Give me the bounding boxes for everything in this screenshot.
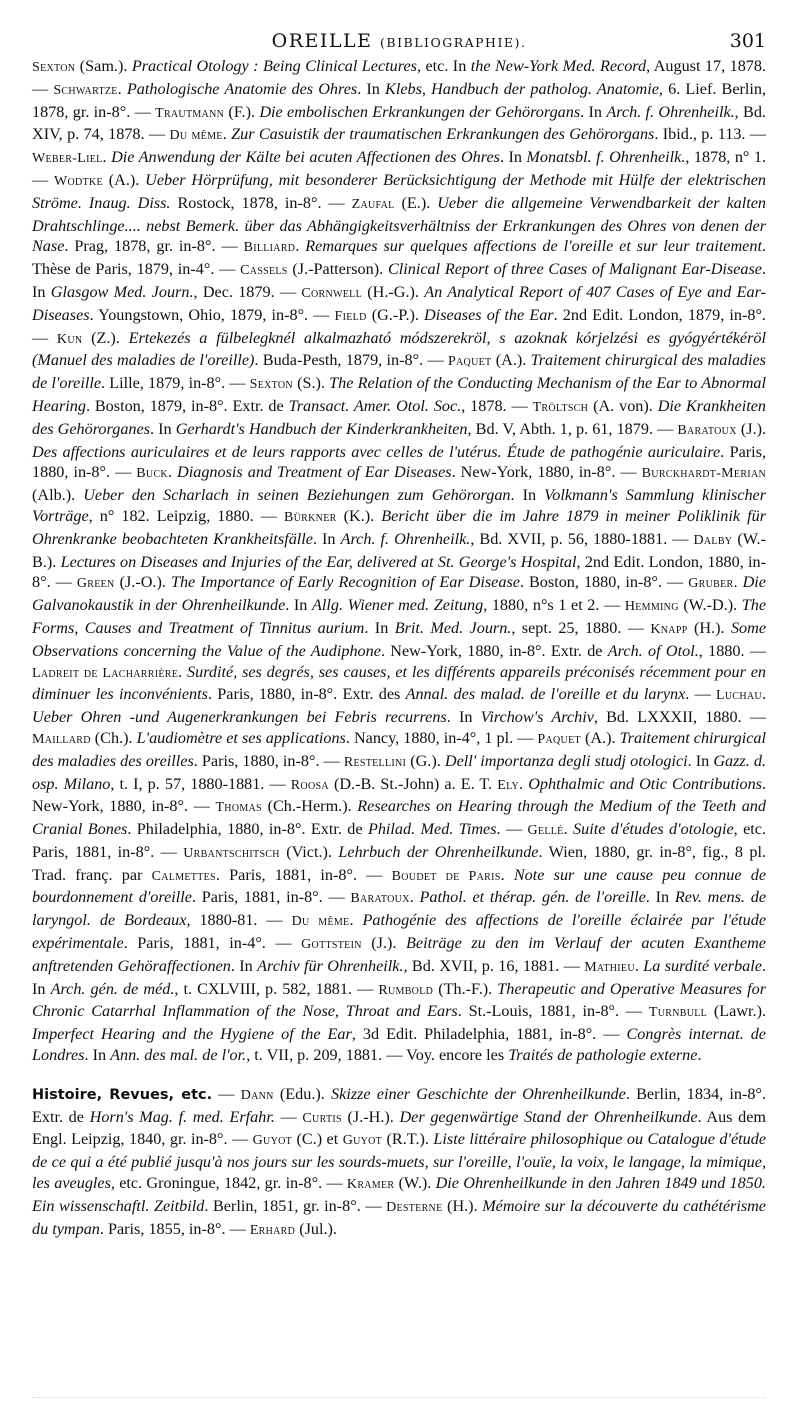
citation-text: . 2nd Edit. London, 1879, in-8°. — [32, 305, 766, 347]
citation-title: Die Galvanokaustik in der Ohrenheilkunde [32, 573, 766, 615]
citation-title: Pathologische Anatomie des Ohres [126, 79, 358, 98]
citation-text: . In [499, 148, 527, 167]
citation-text: (W.-D.). [678, 596, 742, 615]
citation-text: (Vict.). [279, 842, 339, 861]
author-name: Trautmann [155, 105, 225, 121]
citation-title: Die Ohrenheilkunde in den Jahren 1849 und 1850. Ein wissenschaftl. Zeitbild [32, 1174, 766, 1215]
citation-text: , Bd. XIV, p. 74, 1878. — [32, 102, 766, 144]
author-name: Burckhardt-Merian [641, 466, 766, 482]
citation-text: . In [364, 618, 395, 637]
citation-title: Surdité, ses degrés, ses causes, et les différents appareils préconisés récemment pour en diminuer les inconvénients [32, 662, 766, 704]
citation-title: Bericht über die im Jahre 1879 in meiner Poliklinik für Ohrenkranke beobachteten Krankheitsfälle [32, 506, 766, 548]
author-name: Baratoux [677, 422, 737, 438]
citation-text: . [500, 865, 514, 884]
author-name: Guyot [342, 1133, 383, 1149]
citation-text: . Aus dem Engl. Leipzig, 1840, gr. in-8°. — [32, 1107, 766, 1149]
citation-title: Die embolischen Erkrankungen der Gehörorgans [259, 102, 581, 121]
author-name: Hemming [624, 599, 679, 615]
page-title-subtitle: (BIBLIOGRAPHIE). [380, 35, 527, 50]
citation-text: . [733, 573, 743, 592]
author-name: Erhard [249, 1222, 296, 1238]
author-name: Thomas [215, 800, 262, 816]
citation-text: (H.). [687, 618, 731, 637]
citation-text: (Th.-F.). [433, 979, 498, 998]
citation-text: . In [32, 956, 767, 998]
citation-text: , 6. Lief. Berlin, 1878, gr. in-8°. — [32, 79, 767, 121]
citation-title: Transact. Amer. Otol. Soc. [288, 396, 462, 415]
citation-text: . In [580, 102, 607, 121]
citation-text: (Ch.-Herm.). [261, 797, 358, 816]
author-name: Knapp [650, 621, 688, 637]
author-name: Green [76, 576, 115, 592]
citation-text: (Jul.). [295, 1219, 337, 1238]
page-number: 301 [729, 30, 766, 52]
citation-text: . Paris, 1881, in-4°. — [123, 934, 302, 953]
page-title [32, 30, 766, 52]
citation-text: (Z.). [82, 328, 129, 347]
citation-text: . In [150, 419, 176, 438]
author-name: Zaufal [351, 196, 395, 212]
citation-title: Remarques sur quelques affections de l'oreille et sur leur traitement [305, 237, 762, 256]
citation-text: . [178, 662, 188, 681]
author-name: Sexton [32, 60, 76, 75]
author-name: Mathieu [584, 959, 635, 975]
citation-text: (F.). [224, 102, 260, 121]
citation-text: — [274, 1107, 303, 1126]
author-name: Kramer [346, 1177, 395, 1193]
citation-title: Glasgow Med. Journ. [50, 282, 194, 301]
author-name: Ely [497, 777, 520, 793]
citation-title: Des affections auriculaires et de leurs rapports avec celles de l'utérus. Étude de pathogénie auriculaire [32, 442, 721, 461]
author-name: Roosa [290, 777, 329, 793]
running-header [32, 22, 766, 56]
citation-text: (J.). [361, 934, 407, 953]
citation-text: (A.). [580, 728, 620, 747]
section-heading: Histoire, Revues, etc. [32, 1086, 213, 1103]
citation-title: Zur Casuistik der traumatischen Erkrankungen des Gehörorgans [231, 125, 655, 144]
author-name: Sexton [249, 377, 293, 393]
citation-title: The Forms, Causes and Treatment of Tinnitus aurium [32, 596, 767, 637]
citation-text: . Thèse de Paris, 1879, in-4°. — [32, 237, 767, 279]
citation-title: Arch. of Otol. [607, 641, 699, 660]
citation-text: . Paris, 1880, in-8°. Extr. des [207, 685, 406, 704]
citation-title: Lectures on Diseases and Injuries of the Ear, delivered at St. George's Hospital [60, 552, 577, 571]
citation-title: Skizze einer Geschichte der Ohrenheilkunde [331, 1084, 626, 1103]
citation-text: (J.). [736, 419, 767, 438]
citation-title: Traités de pathologie externe [508, 1046, 698, 1065]
author-name: Gottstein [301, 937, 362, 953]
citation-text: — [212, 1084, 241, 1103]
citation-title: Arch. f. Ohrenheilk. [340, 529, 471, 548]
author-name: Cornwell [301, 285, 362, 301]
citation-text: . Paris, 1881, in-8°. — [191, 888, 351, 907]
author-name: Billiard [243, 240, 296, 256]
citation-title: Diagnosis and Treatment of Ear Diseases [177, 463, 452, 482]
citation-text: . [697, 1046, 702, 1065]
citation-title: Note sur une cause peu connue de bourdonnement d'oreille [32, 865, 767, 907]
author-name: Weber-Liel [32, 151, 103, 167]
author-name: Ladreit de Lacharrière [32, 665, 179, 681]
citation-text: . In [687, 751, 714, 770]
citation-text: (Edu.). [273, 1084, 332, 1103]
citation-title: Archiv für Ohrenheilk. [257, 956, 404, 975]
citation-title: Ueber den Scharlach in seinen Beziehungen zum Gehörorgan [83, 486, 511, 505]
citation-text: , Bd. LXXXII, 1880. — [593, 708, 767, 727]
citation-text: . In [32, 260, 767, 301]
author-name: Luchau [716, 688, 762, 704]
citation-title: Rev. mens. de laryngol. de Bordeaux [32, 888, 767, 930]
citation-title: Monatsbl. f. Ohrenheilk. [526, 148, 686, 167]
citation-text: (J.-Patterson). [287, 260, 388, 279]
citation-title: The Importance of Early Recognition of Ear Disease [170, 573, 520, 592]
citation-title: Klebs, Handbuch der patholog. Anatomie [385, 79, 659, 98]
citation-text: . In [645, 888, 675, 907]
citation-title: Liste littéraire philosophique ou Catalogue d'étude de ce qui a été publié jusqu'à nos jours sur les sourds-muets, sur l'oreille, l'ouïe, la voix, le langage, la mimique, les aveugles [32, 1130, 767, 1193]
citation-text: . [117, 79, 127, 98]
author-name: Gruber [688, 576, 734, 592]
citation-text: (R.T.). [382, 1130, 434, 1149]
citation-title: L'audiomètre et ses applications [136, 728, 346, 747]
author-name: Gellé [527, 823, 564, 839]
citation-title: Researches on Hearing through the Medium of the Teeth and Cranial Bones [32, 797, 766, 839]
author-name: Kun [56, 331, 83, 347]
citation-text: . [761, 685, 767, 704]
citation-text: . Paris, 1855, in-8°. — [99, 1219, 250, 1238]
author-name: Dalby [693, 532, 733, 548]
citation-title: Congrès internat. de Londres [32, 1025, 766, 1065]
bibliography-paragraph-main [32, 56, 766, 1066]
citation-title: Therapeutic and Operative Measures for Chronic Catarrhal Inflammation of the Nose, Throat and Ears [32, 979, 767, 1021]
author-name: Curtis [302, 1110, 342, 1126]
citation-title: Ueber Ohren -und Augenerkrankungen bei Febris recurrens [32, 708, 447, 727]
citation-text: . Wien, 1880, gr. in-8°, fig., 8 pl. Trad. franç. par [32, 842, 766, 884]
citation-title: Philad. Med. Times [367, 820, 497, 839]
citation-text: , t. VII, p. 209, 1881. — Voy. encore les [246, 1046, 509, 1065]
citation-text: , 2nd Edit. London, 1880, in-8°. — [32, 552, 766, 592]
citation-text: . — [685, 685, 717, 704]
citation-title: Clinical Report of three Cases of Malignant Ear-Disease [387, 260, 762, 279]
author-name: Cassels [240, 263, 288, 279]
author-name: Urbantschitsch [183, 845, 280, 861]
citation-text: (D.-B. St.-John) a. E. T. [328, 774, 498, 793]
author-name: Restellini [343, 754, 407, 770]
citation-text: . In [230, 956, 258, 975]
citation-text: . New-York, 1880, in-8°. Extr. de [380, 641, 608, 660]
author-name: Wodtke [54, 173, 103, 189]
citation-text: . Boston, 1879, in-8°. Extr. de [85, 396, 289, 415]
citation-text: . Youngstown, Ohio, 1879, in-8°. — [89, 305, 335, 324]
citation-title: Ueber die allgemeine Verwendbarkeit der kalten Drahtschlinge.... nebst Bemerk. über das Abhängigkeitsverhältniss der Erkrankungen des Ohres von denen der Nase [32, 193, 767, 256]
citation-text: . Buda-Pesth, 1879, in-8°. — [254, 351, 448, 370]
citation-text: , t. CXLVIII, p. 582, 1881. — [174, 979, 379, 998]
author-name: Bürkner [284, 509, 337, 525]
citation-text: , Bd. V, Abth. 1, p. 61, 1879. — [467, 419, 678, 438]
citation-title: Ophthalmic and Otic Contributions [528, 774, 762, 793]
citation-text: . Berlin, 1851, gr. in-8°. — [204, 1196, 387, 1215]
citation-text: . [563, 820, 574, 839]
citation-text: . In [84, 1046, 111, 1065]
citation-text: . In [285, 596, 313, 615]
author-name: Baratoux [350, 891, 410, 907]
citation-text: . Paris, 1880, in-8°. — [193, 751, 344, 770]
citation-text: . In [312, 529, 341, 548]
faded-bottom-line [32, 1397, 766, 1404]
citation-text: , Dec. 1879. — [193, 282, 302, 301]
citation-text: (Sam.). [75, 57, 132, 75]
bibliography-text [32, 56, 766, 1066]
citation-text: . [167, 463, 178, 482]
citation-text: , 1878. — [461, 396, 533, 415]
author-name: Paquet [447, 354, 492, 370]
author-name: Turnbull [648, 1005, 708, 1021]
citation-text: . — [496, 820, 528, 839]
citation-title: Pathogénie des affections de l'oreille éclairée par l'étude expérimentale [32, 911, 767, 953]
citation-text: . [634, 956, 644, 975]
author-name: Boudet de Paris [391, 868, 501, 884]
citation-text: , etc. In [416, 57, 471, 75]
citation-text: . Ibid., p. 113. — [654, 125, 767, 144]
citation-title: Arch. gén. de méd. [50, 979, 175, 998]
citation-text: (C.) et [292, 1130, 343, 1149]
citation-text: . In [446, 708, 481, 727]
author-name: Maillard [32, 731, 91, 747]
page [32, 22, 766, 1241]
citation-text: . Boston, 1880, in-8°. — [519, 573, 689, 592]
citation-text: , 3d Edit. Philadelphia, 1881, in-8°. — [351, 1025, 627, 1044]
author-name: Paquet [537, 731, 581, 747]
citation-title: Ann. des mal. de l'or. [110, 1046, 247, 1065]
citation-title: Virchow's Archiv [480, 708, 594, 727]
citation-title: Arch. f. Ohrenheilk. [606, 102, 735, 121]
citation-text: , Bd. XVII, p. 56, 1880-1881. — [470, 529, 694, 548]
citation-title: Practical Otology : Being Clinical Lectures [131, 57, 417, 75]
citation-title: the New-York Med. Record [470, 57, 647, 75]
citation-title: An Analytical Report of 407 Cases of Eye and Ear-Diseases [32, 282, 766, 324]
citation-title: Traitement chirurgical des maladies de l'oreille [32, 351, 766, 393]
citation-text: (H.). [442, 1196, 483, 1215]
author-name: Guyot [252, 1133, 293, 1149]
citation-title: Dell' importanza degli studj otologici [444, 751, 688, 770]
citation-text: (G.-P.). [366, 305, 425, 324]
citation-text: . [519, 774, 529, 793]
citation-text: (S.). [292, 374, 330, 393]
citation-text: . [295, 237, 306, 256]
citation-text: , 1880, n°s 1 et 2. — [483, 596, 625, 615]
citation-text: (W.). [394, 1174, 436, 1193]
citation-text: (W.-B.). [32, 529, 766, 571]
citation-text: , Bd. XVII, p. 16, 1881. — [403, 956, 585, 975]
citation-title: Volkmann's Sammlung klinischer Vorträge [32, 486, 767, 525]
citation-title: Horn's Mag. f. med. Erfahr. [89, 1107, 275, 1126]
citation-title: Der gegenwärtige Stand der Ohrenheilkunde [399, 1107, 698, 1126]
citation-text: , 1880-81. — [186, 911, 292, 930]
citation-text: , August 17, 1878. — [32, 57, 767, 98]
author-name: Desterne [386, 1199, 443, 1215]
citation-text: (J.-H.). [341, 1107, 400, 1126]
author-name: Du même [169, 128, 223, 144]
citation-title: Die Krankheiten des Gehörorganes [32, 396, 766, 438]
citation-text: . New-York, 1880, in-8°. — [451, 463, 642, 482]
author-name: Field [334, 308, 367, 324]
citation-text: . New-York, 1880, in-8°. — [32, 774, 767, 816]
citation-title: Die Anwendung der Kälte bei acuten Affectionen des Ohres [111, 148, 500, 167]
citation-title: Diseases of the Ear [424, 305, 554, 324]
citation-text: , 1880. — [698, 641, 767, 660]
citation-text: , 1878, n° 1. — [32, 148, 766, 189]
citation-title: Imperfect Hearing and the Hygiene of the Ear [32, 1025, 352, 1044]
citation-text: (A.). [491, 351, 531, 370]
citation-title: Lehrbuch der Ohrenheilkunde [338, 842, 539, 861]
citation-text: . [409, 888, 420, 907]
citation-title: Ertekezés a fülbelegknél alkalmazható módszerekröl, s azoknak kórjelzési es gyógyértékéröl (Manuel des maladies de l'oreille) [32, 328, 767, 370]
author-name: Tröltsch [532, 399, 589, 415]
citation-text: , sept. 25, 1880. — [511, 618, 651, 637]
citation-title: Traitement chirurgical des maladies des oreilles [32, 728, 766, 770]
author-name: Buck [136, 466, 168, 482]
citation-text: , t. I, p. 57, 1880-1881. — [110, 774, 291, 793]
citation-text: . [102, 148, 112, 167]
author-name: Schwartze [53, 82, 118, 98]
citation-text: . Berlin, 1834, in-8°. Extr. de [32, 1084, 767, 1126]
author-name: Rumbold [378, 982, 434, 998]
citation-title: Gazz. d. osp. Milano [32, 751, 766, 793]
citation-text: . St.-Louis, 1881, in-8°. — [457, 1002, 649, 1021]
citation-text: (K.). [336, 506, 382, 525]
citation-text: , n° 182. Leipzig, 1880. — [88, 506, 285, 525]
citation-title: The Relation of the Conducting Mechanism of the Ear to Abnormal Hearing [32, 374, 766, 415]
citation-text: , etc. Groningue, 1842, gr. in-8°. — [110, 1174, 347, 1193]
citation-text: (A.). [102, 170, 146, 189]
author-name: Calmettes [151, 868, 216, 884]
citation-text: . Nancy, 1880, in-4°, 1 pl. — [345, 728, 538, 747]
citation-text: Rostock, 1878, in-8°. — [170, 193, 352, 212]
citation-text: (J.-O.). [114, 573, 171, 592]
citation-title: Allg. Wiener med. Zeitung [312, 596, 484, 615]
citation-text: (Lawr.). [707, 1002, 767, 1021]
citation-text: (Ch.). [90, 728, 137, 747]
citation-text: . In [357, 79, 386, 98]
citation-text: (Alb.). [32, 486, 84, 505]
citation-title: Annal. des malad. de l'oreille et du larynx [405, 685, 686, 704]
citation-title: Gerhardt's Handbuch der Kinderkrankheiten [175, 419, 468, 438]
citation-text: , etc. Paris, 1881, in-8°. — [32, 820, 767, 861]
citation-text: (H.-G.). [361, 282, 425, 301]
citation-text: . [222, 125, 232, 144]
page-title-main: OREILLE [271, 30, 373, 52]
bibliography-section-histoire [32, 1084, 766, 1242]
citation-text: (A. von). [588, 396, 658, 415]
citation-title: Ueber Hörprüfung, mit besonderer Berücksichtigung der Methode mit Hülfe der elektrischen Ströme. Inaug. Diss. [32, 170, 766, 212]
citation-text: (E.). [394, 193, 438, 212]
citation-text: . Prag, 1878, gr. in-8°. — [64, 237, 244, 256]
citation-title: Pathol. et thérap. gén. de l'oreille [419, 888, 646, 907]
citation-title: Beiträge zu den im Verlauf der acuten Exantheme anftretenden Gehöraffectionen [32, 934, 766, 975]
citation-text: . Philadelphia, 1880, in-8°. Extr. de [127, 820, 368, 839]
citation-text: . Paris, 1881, in-8°. — [215, 865, 392, 884]
citation-text: . [349, 911, 363, 930]
citation-title: La surdité verbale [643, 956, 762, 975]
citation-title: Some Observations concerning the Value of the Audiphone [32, 618, 766, 660]
citation-title: Brit. Med. Journ. [394, 618, 512, 637]
author-name: Dann [240, 1087, 274, 1103]
citation-title: Mémoire sur la découverte du cathétérisme du tympan [32, 1196, 766, 1238]
author-name: Du même [291, 914, 350, 930]
citation-text: . In [510, 486, 545, 505]
citation-title: Suite d'études d'otologie [573, 820, 734, 839]
citation-text: . Paris, 1880, in-8°. — [32, 442, 766, 482]
citation-text: (G.). [406, 751, 445, 770]
citation-text: . Lille, 1879, in-8°. — [101, 374, 250, 393]
bibliography-text-histoire [32, 1084, 766, 1242]
